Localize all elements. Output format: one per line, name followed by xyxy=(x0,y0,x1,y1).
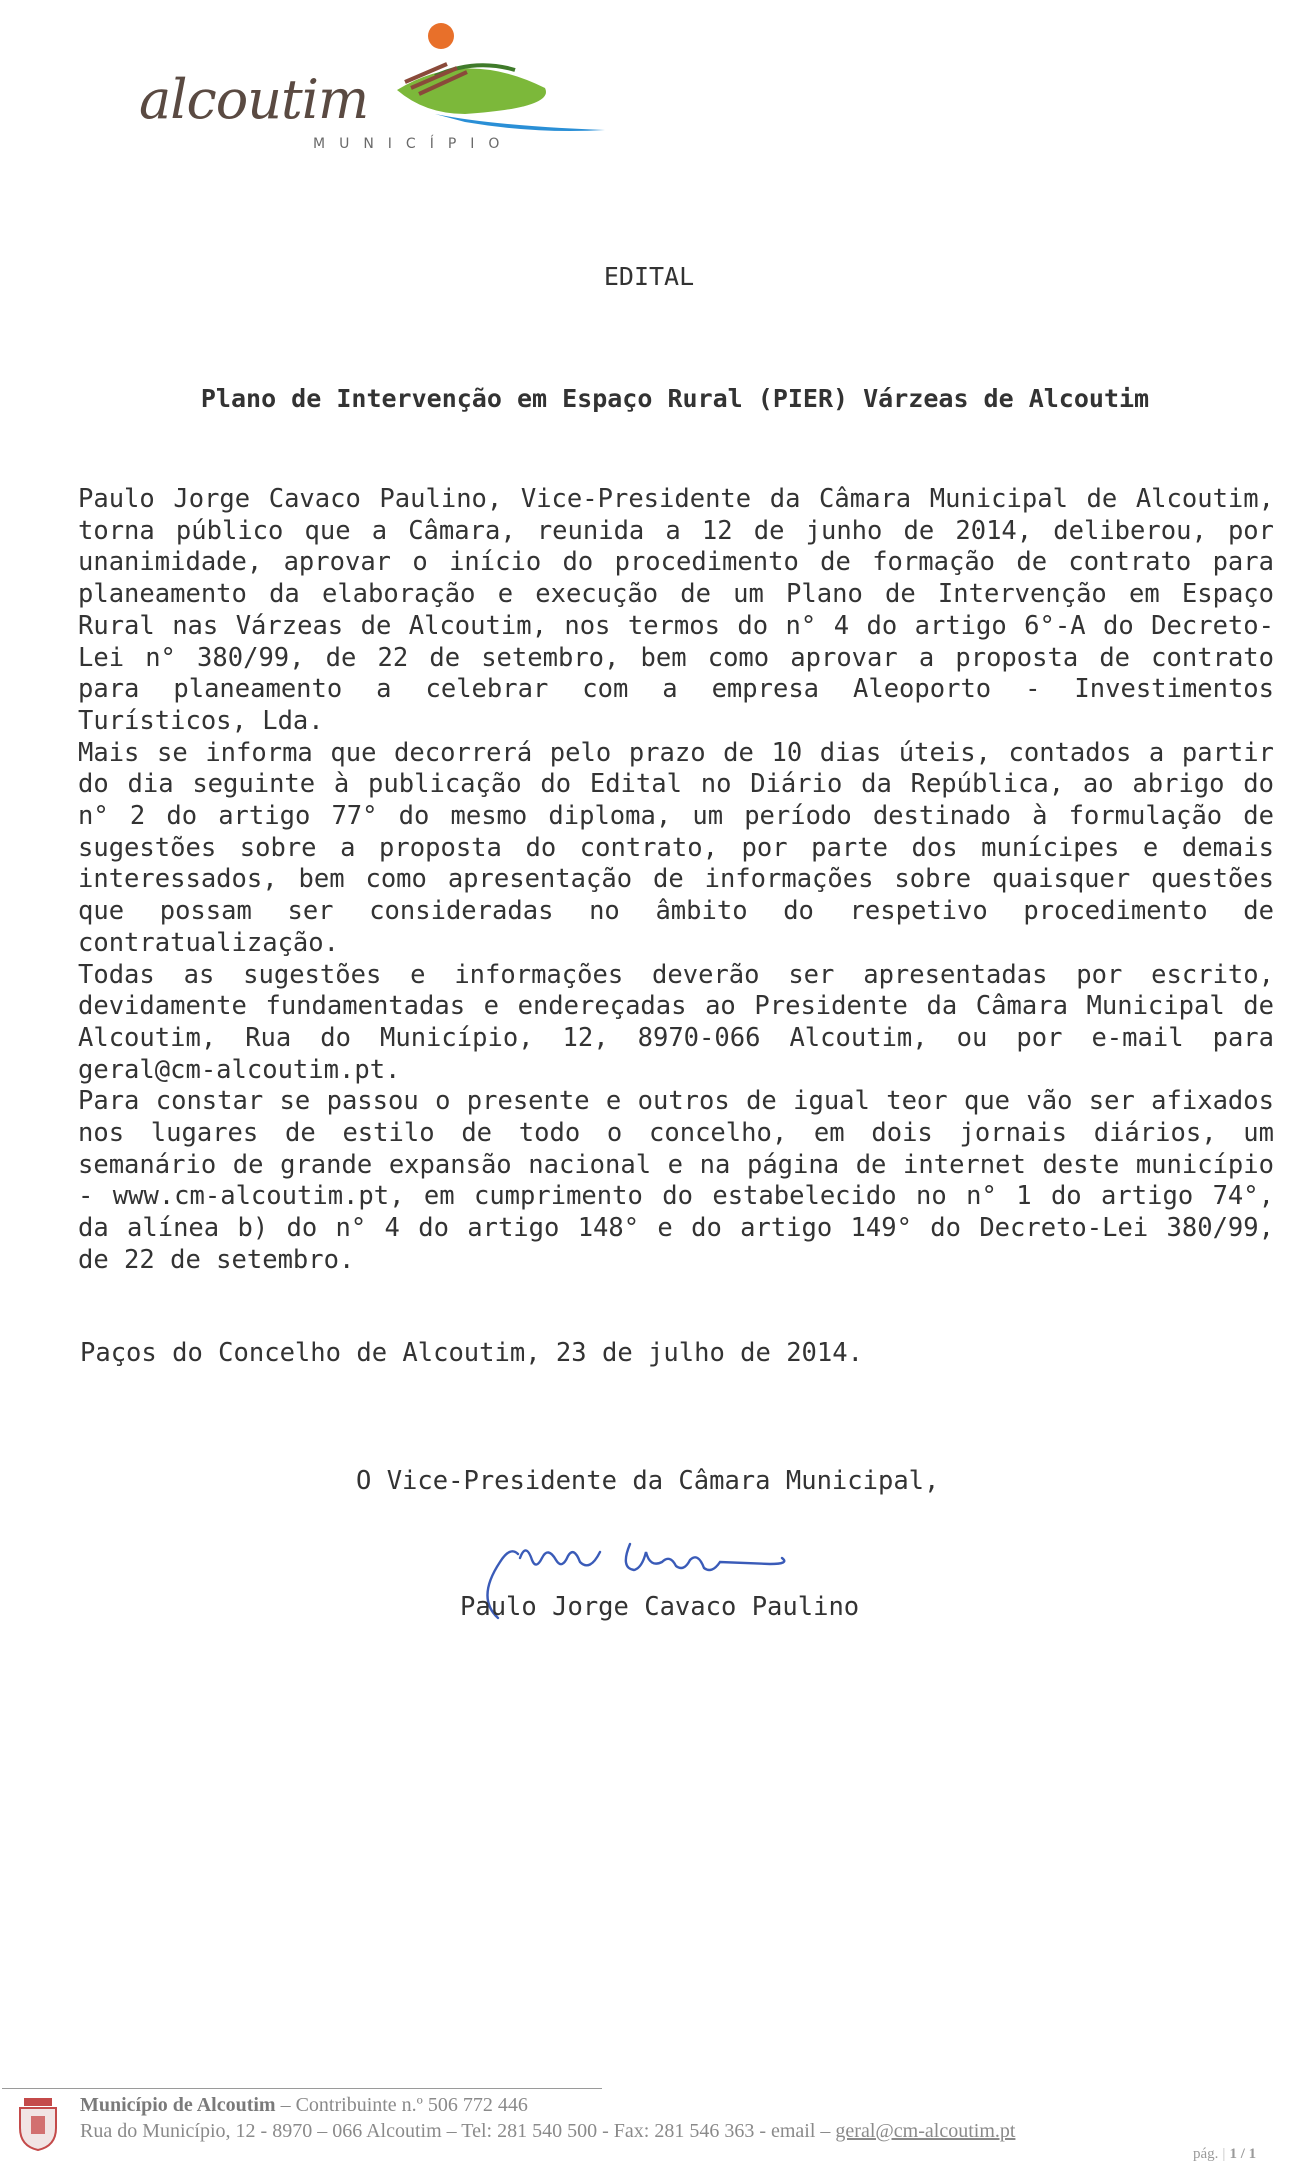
signatory-name: Paulo Jorge Cavaco Paulino xyxy=(460,1592,860,1622)
logo-sun xyxy=(428,23,454,49)
footer-organization xyxy=(80,2094,528,2117)
place-and-date: Paços do Concelho de Alcoutim, 23 de julho de 2014. xyxy=(80,1338,863,1368)
body-paragraph: Todas as sugestões e informações deverão ser apresentadas por escrito, devidamente fundamentadas e endereçadas ao Presidente da Câmara Municipal de Alcoutim, Rua do Município, 12, 8970-066 Alcoutim, ou por e-mail para geral@cm-alcoutim.pt. xyxy=(78,959,1274,1085)
document-type: EDITAL xyxy=(603,262,695,291)
document-body xyxy=(78,484,1274,1277)
logo-subtitle: MUNICÍPIO xyxy=(313,136,514,152)
municipality-logo xyxy=(135,18,615,168)
document-title: Plano de Intervenção em Espaço Rural (PIER) Várzeas de Alcoutim xyxy=(200,384,1150,413)
footer-tax-id: – Contribuinte n.º 506 772 446 xyxy=(275,2094,528,2116)
logo-wordmark: alcoutim xyxy=(139,68,369,131)
signature-stroke-2 xyxy=(626,1544,784,1570)
signatory-role: O Vice-Presidente da Câmara Municipal, xyxy=(356,1466,940,1496)
page-value: 1 / 1 xyxy=(1229,2146,1257,2162)
footer-email-link[interactable]: geral@cm-alcoutim.pt xyxy=(835,2120,1016,2142)
page-label: pág. xyxy=(1193,2146,1219,2162)
footer-divider xyxy=(2,2088,602,2089)
body-paragraph: Paulo Jorge Cavaco Paulino, Vice-Presidente da Câmara Municipal de Alcoutim, torna público que a Câmara, reunida a 12 de junho de 2014, deliberou, por unanimidade, aprovar o início do procedimento de formação de contrato para planeamento da elaboração e execução de um Plano de Intervenção em Espaço Rural nas Várzeas de Alcoutim, nos termos do n° 4 do artigo 6°-A do Decreto-Lei n° 380/99, de 22 de setembro, bem como aprovar a proposta de contrato para planeamento a celebrar com a empresa Aleoporto - Investimentos Turísticos, Lda. xyxy=(78,484,1274,736)
footer-contacts xyxy=(80,2120,1015,2143)
footer-org-name: Município de Alcoutim xyxy=(80,2094,276,2116)
coat-of-arms-icon xyxy=(14,2096,62,2152)
page-separator: | xyxy=(1222,2146,1226,2162)
footer-address: Rua do Município, 12 - 8970 – 066 Alcoutim – Tel: 281 540 500 - Fax: 281 546 363 - email – xyxy=(80,2120,836,2142)
crest-crown xyxy=(24,2098,52,2106)
body-paragraph: Mais se informa que decorrerá pelo prazo de 10 dias úteis, contados a partir do dia seguinte à publicação do Edital no Diário da República, ao abrigo do n° 2 do artigo 77° do mesmo diploma, um período destinado à formulação de sugestões sobre a proposta do contrato, por parte dos munícipes e demais interessados, bem como apresentação de informações sobre quaisquer questões que possam ser consideradas no âmbito do respetivo procedimento de contratualização. xyxy=(78,737,1274,958)
page-number xyxy=(1193,2146,1256,2163)
crest-tower xyxy=(31,2116,45,2134)
body-paragraph: Para constar se passou o presente e outros de igual teor que vão ser afixados nos lugares de estilo de todo o concelho, em dois jornais diários, um semanário de grande expansão nacional e na página de internet deste município - www.cm-alcoutim.pt, em cumprimento do estabelecido no n° 1 do artigo 74°, da alínea b) do n° 4 do artigo 148° e do artigo 149° do Decreto-Lei 380/99, de 22 de setembro. xyxy=(78,1086,1274,1275)
logo-water xyxy=(435,114,605,131)
